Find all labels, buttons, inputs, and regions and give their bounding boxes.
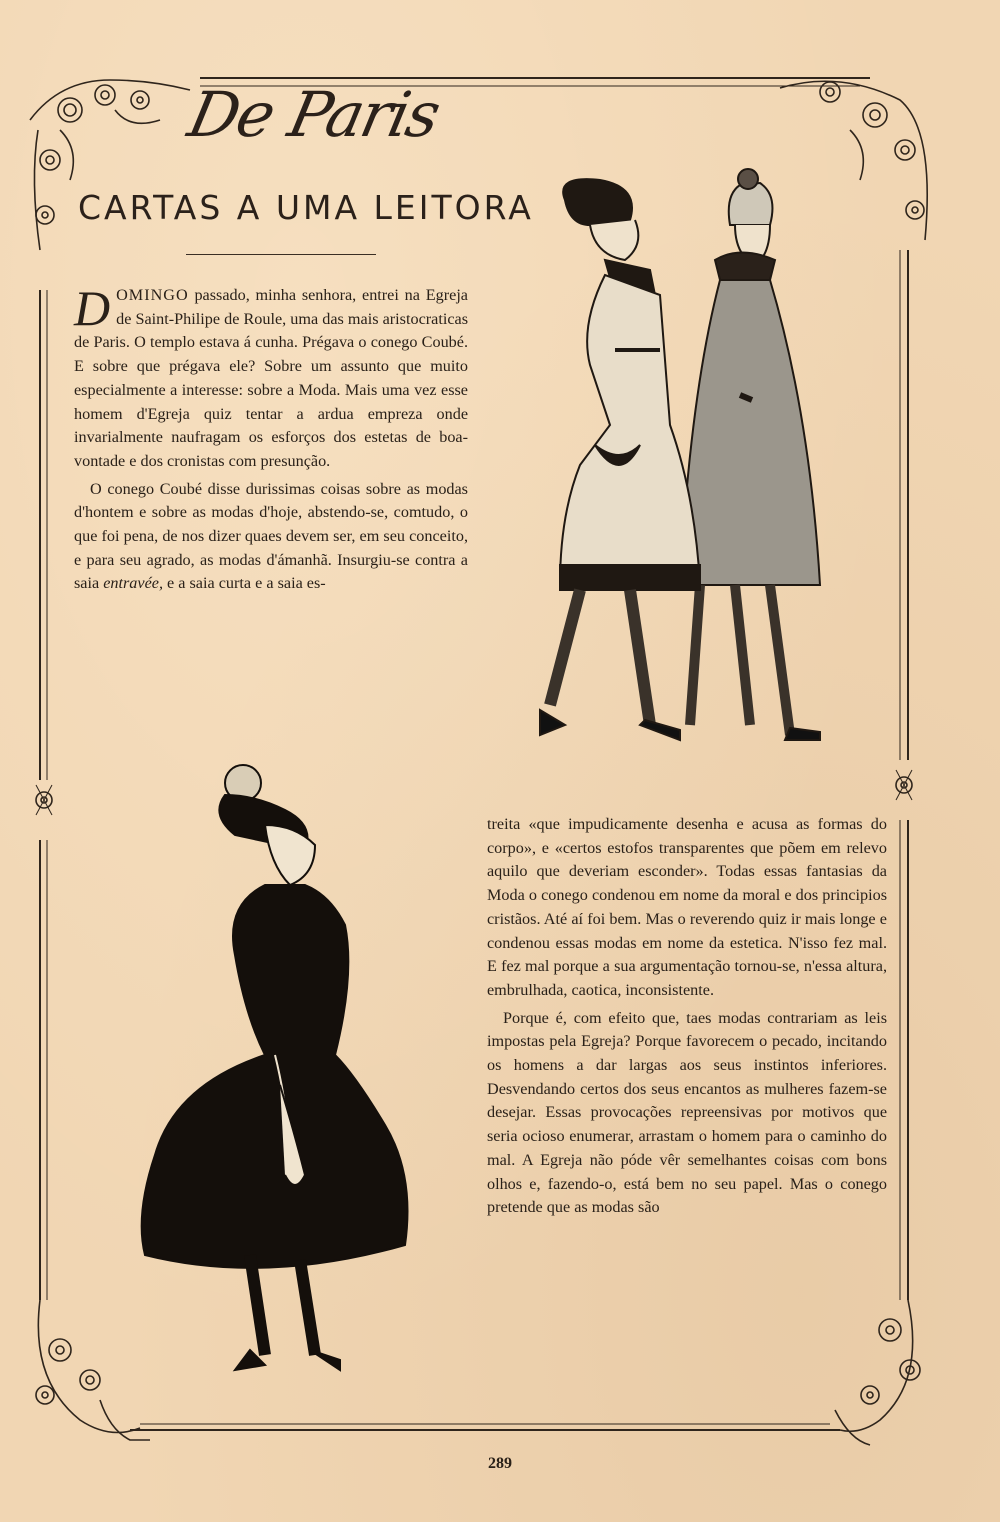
section-header-de-paris: De Paris [182, 78, 446, 151]
fashion-illustration-two-women [520, 165, 870, 755]
paragraph: treita «que impudicamente desenha e acusa as formas do corpo», e «certos estofos transparentes que põem em relevo aquilo que deveriam esconder». Todas essas fantasias da Moda o conego condenou em nome da moral e dos principios cristãos. Até aí foi bem. Mas o reverendo quiz ir mais longe e condenou essas modas em nome da estetica. N'isso fez mal. E fez mal porque a sua argumentação tornou-se, n'essa altura, embrulhada, caotica, inconsistente. [487, 815, 887, 999]
paragraph: Porque é, com efeito que, taes modas contrariam as leis impostas pela Egreja? Porque favorecem o pecado, incitando os homens a dar largas aos seus instintos inferiores. Desvendando certos dos seus encantos as mulheres fazem-se desejar. Essas provocações repreensivas por motivos que seria ocioso enumerar, arrastam o homem para o caminho do mal. A Egreja não póde vêr semelhantes coisas com bons olhos e, fazendo-o, está bem no seu papel. Mas o conego pretende que as modas são [487, 1008, 887, 1217]
corner-ornament-mid-left [36, 785, 52, 815]
article-title: CARTAS A UMA LEITORA [78, 188, 534, 227]
corner-ornament-bottom-right [835, 1300, 920, 1445]
italic-term: entravée, [103, 574, 163, 593]
paragraph-text: O conego Coubé disse durissimas coisas sobre as modas d'hontem e sobre as modas d'hoje, abstendo-se, comtudo, o que foi pena, de nos dizer quaes devem ser, em seu conceito, e para seu agrado, as modas d'ámanhã. Insurgiu-se contra a saia [74, 479, 468, 593]
paragraph [74, 478, 468, 597]
paragraph-text: passado, minha senhora, entrei na Egreja de Saint-Philipe de Roule, uma das mais aristocraticas de Paris. O templo estava á cunha. Prégava o conego Coubé. E sobre que prégava ele? Sobre um assunto que muito especialmente a interesse: sobre a Moda. Mais uma vez esse homem d'Egreja quiz tentar a ardua empreza onde invarialmente naufragam os esforços dos estetas de boa-vontade e dos cronistas com presunção. [74, 286, 468, 470]
corner-ornament-mid-right [896, 770, 912, 800]
page-number: 289 [488, 1455, 512, 1472]
paragraph [74, 280, 468, 474]
article-column-left [74, 280, 468, 596]
fashion-illustration-black-dress [115, 755, 425, 1375]
article-column-right [487, 813, 887, 1220]
title-divider [186, 254, 376, 255]
first-word: OMINGO [116, 286, 189, 304]
drop-cap: D [74, 280, 111, 336]
paragraph-text: e a saia curta e a saia es- [163, 574, 326, 593]
